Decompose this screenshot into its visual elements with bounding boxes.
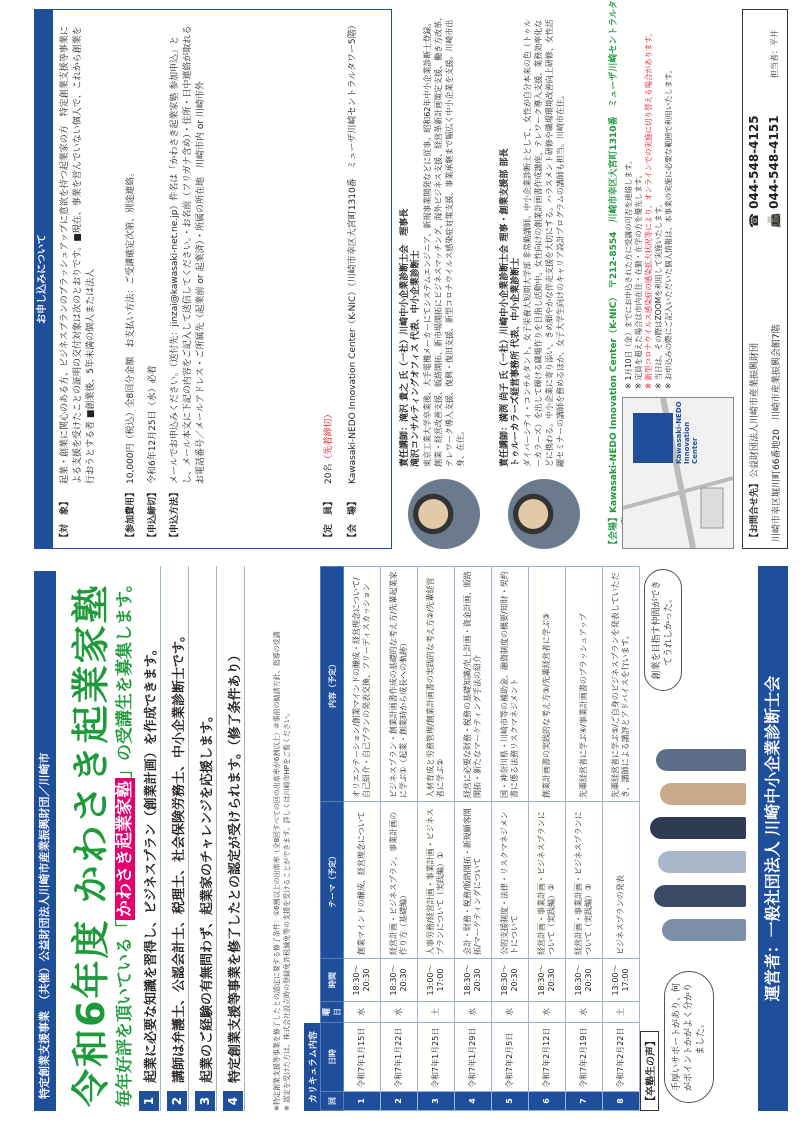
session-content: 先輩経営者に学ぶ⑤/ご自身のビジネスプランを発表していただき、講師による講評とアドバイスを行います。 <box>603 567 640 802</box>
note-line: ※特定創業支援等事業を修了したとの認定に要する修了条件：①6割以上の出席率（全8回すべての回の出席率が6割以上）②事前の勧誘方針、指導の受講 <box>273 631 281 1111</box>
session-theme: ビジネスプランの発表 <box>603 802 640 959</box>
row-key: 【申込締切】 <box>148 487 158 542</box>
session-theme: 公的支援制度・法律・リスクマネジメントについて <box>492 802 529 959</box>
graduate-voices-label: 【卒塾生の声】 <box>640 1031 659 1111</box>
row-key: 【会 場】 <box>348 496 358 542</box>
row-key: 【定 員】 <box>324 496 334 542</box>
session-number: 5 <box>492 1092 529 1111</box>
contact-fax: 📠 044-548-4151 <box>767 115 781 228</box>
session-number: 3 <box>418 1092 455 1111</box>
session-day: 水 <box>381 1002 418 1023</box>
note-line: ※ 認定を受けた方は、株式会社設立時の登録免許税減免等の支援を受けることができます。詳しくは川崎市HPをご覧ください。 <box>283 708 291 1111</box>
session-time: 18:30～20:30 <box>344 959 381 1002</box>
point-number: 2 <box>167 1091 187 1111</box>
table-row <box>566 567 603 1111</box>
session-date: 令和7年1月15日 <box>344 1023 381 1092</box>
session-time: 18:30～20:30 <box>566 959 603 1002</box>
session-content: 国・神奈川県・川崎市等の補助金、融資制度の概要/知財・契約書に係る法務リスクマネジメント <box>492 567 529 802</box>
row-value: 10,000円（税込）全8回分金額 お支払い方法：ご受講確定次第、別途連絡。 <box>126 167 136 484</box>
contact-org: 公益財団法人川崎市産業振興財団 <box>750 342 760 478</box>
left-panel <box>0 551 800 1131</box>
session-date: 令和7年1月29日 <box>455 1023 492 1092</box>
feature-point <box>138 566 161 1111</box>
session-date: 令和7年2月5日 <box>492 1023 529 1092</box>
lecturer-bio: ダイバーシティ・コンサルタント。女子栄養大短期大学部 非常勤講師。中小企業診断士として、女性が自分本来の色（トゥルーカラーズ）を出して輝ける職場作りを目指し活動中。女性向けの創業計画書作成講座、テレワーク導入支援、業務効率化などに携わる。中小企業に寄り添い、きめ細やかな伴走支援を大切にする。ハラスメント研修や職場環境改善向上研修、女性活躍セミナーの講師を務めるほか、女子大学生向けのキャリア設計プログラムの講師も担当。川崎市在住。 <box>523 19 565 467</box>
session-content: オリエンテーション/創業マインドの醸成・経営理念について/自己紹介・自己プランの発表交換、フリーディスカッション <box>344 567 381 802</box>
subtitle-highlight: かわさき起業家塾 <box>115 778 135 920</box>
session-day: 水 <box>566 1002 603 1023</box>
session-theme: 人事労務/経営計画・事業計画・ビジネスプランについて（実践編）① <box>418 802 455 959</box>
session-day: 水 <box>492 1002 529 1023</box>
row-value: Kawasaki-NEDO Innovation Center（K-NIC）（川崎市幸区大宮町1310番 ミューザ川崎セントラルタワー5階） <box>348 20 358 484</box>
speech-bubble: 手厚いサポートがあり、何がポイントかがよく分かりました。 <box>664 971 714 1103</box>
point-text: 特定創業支援等事業を修了したとの認定が受けられます。（修了条件あり） <box>227 648 243 1083</box>
feature-point <box>166 566 189 1111</box>
subtitle-pre: 毎年好評を頂いている「 <box>115 920 135 1107</box>
point-text: 講師は弁護士、公認会計士、税理士、社会保険労務士、中小企業診断士です。 <box>171 629 187 1083</box>
venue-note: ※ 新型コロナウイルス感染症の感染拡大状況等により、オンラインでの実施に切り替える場合があります。 <box>644 29 653 389</box>
application-row <box>125 24 138 542</box>
capacity-value: 20名 <box>324 463 334 484</box>
col-header: 内容（予定） <box>321 567 344 802</box>
person-figure-icon <box>656 749 746 771</box>
feature-points <box>138 566 250 1111</box>
session-date: 令和7年1月25日 <box>418 1023 455 1092</box>
application-row <box>169 24 208 542</box>
point-text: 起業のご経験の有無問わず、起業家のチャレンジを応援します。 <box>199 709 215 1083</box>
operator-footer: 運営者：一般社団法人 川崎中小企業診断士会 <box>758 566 788 1111</box>
lecturer-photo <box>408 479 480 549</box>
col-header: 曜日 <box>321 1002 344 1023</box>
application-row <box>59 24 98 542</box>
session-content: 経営に必要な財務・税務の基礎知識/売上計画・資金計画、販路開拓・新たなマーケティング手法の紹介 <box>455 567 492 802</box>
person-figure-icon <box>658 851 746 873</box>
feature-point <box>194 566 217 1111</box>
speech-bubble: 創業を目指す仲間ができてうれしかった。 <box>644 569 682 691</box>
row-value: メールでお申込みください。（送付先：jinzai@kawasaki-net.ne.jp）件名は「かわさき起業家塾 参加申込」とし、メール本文に下記の内容をご記入して送信してください。・お名前（フリガナ含め）・住所・日中連絡が取れるお電話番号／メールアドレス・ご所属先（起業前 or 起業済）・所属の所在地 川崎市内 or 川崎市外 <box>170 25 206 484</box>
session-theme: 経営計画・事業計画・ビジネスプランについて（実践編）② <box>529 802 566 959</box>
session-date: 令和7年2月19日 <box>566 1023 603 1092</box>
session-content: 人材育成と労務管理/創業計画書の実践的な考え方②/先輩経営者に学ぶ② <box>418 567 455 802</box>
table-row <box>418 567 455 1111</box>
lecturer-affiliation: 滝沢コンサルティングオフィス 代表、中小企業診断士 <box>411 250 421 467</box>
session-theme: 創業マインドの醸成、経営理念について <box>344 802 381 959</box>
session-number: 7 <box>566 1092 603 1111</box>
session-number: 1 <box>344 1092 381 1111</box>
person-figure-icon <box>654 885 746 907</box>
table-row <box>529 567 566 1111</box>
session-time: 18:30～20:30 <box>455 959 492 1002</box>
feature-point <box>222 566 245 1111</box>
point-number: 4 <box>223 1091 243 1111</box>
graduate-voices <box>638 566 753 1111</box>
col-header: 回 <box>321 1092 344 1111</box>
venue-map <box>622 397 734 549</box>
map-venue-label: Kawasaki-NEDO Innovation Center <box>675 401 699 464</box>
lecturer-photo <box>508 479 580 549</box>
col-header: テーマ（予定） <box>321 802 344 959</box>
row-value <box>323 24 336 484</box>
application-box <box>52 9 392 549</box>
session-content: 創業計画書の実践的な考え方③/先輩経営者に学ぶ③ <box>529 567 566 802</box>
session-number: 4 <box>455 1092 492 1111</box>
contact-tel: ☎ 044-548-4125 <box>747 115 761 228</box>
lecturer-text <box>500 12 566 467</box>
point-number: 3 <box>195 1091 215 1111</box>
table-row <box>492 567 529 1111</box>
col-header: 日時 <box>321 1023 344 1092</box>
contact-label: 【お問合せ先】 <box>750 478 760 542</box>
venue-notes <box>624 9 674 389</box>
person-figure-icon <box>660 783 746 805</box>
row-value: 起業・創業に関心のある方、ビジネスプランのブラッシュアップに意欲を持つ起業家の方 特定創業支援等事業による支援を受けたことの証明の交付対象は次のとおりです。■現在、事業を営んでいない個人で、これから創業を行おうとする者 ■創業後、5年未満の個人または法人 <box>60 26 96 484</box>
contact-address: 川崎市幸区堀川町66番地20 川崎市産業振興会館7階 <box>772 324 782 542</box>
table-row <box>344 567 381 1111</box>
session-time: 13:00～17:00 <box>418 959 455 1002</box>
row-key: 【申込方法】 <box>170 487 180 542</box>
person-figure-icon <box>650 817 746 839</box>
venue-note: ※ お申込みの際にご記入いただいた個人情報は、本事業の実施に必要な範囲で利用いたします。 <box>664 65 673 389</box>
point-text: 起業に必要な知識を習得し、ビジネスプラン（創業計画）を作成できます。 <box>143 642 159 1083</box>
row-value: 令和6年12月25日（水）必着 <box>148 365 158 484</box>
session-day: 水 <box>344 1002 381 1023</box>
session-day: 水 <box>529 1002 566 1023</box>
session-date: 令和7年1月22日 <box>381 1023 418 1092</box>
session-theme: 経営計画・事業計画・ビジネスプランについて（実践編）③ <box>566 802 603 959</box>
curriculum-heading: カリキュラム内容 <box>304 1023 321 1111</box>
session-number: 8 <box>603 1092 640 1111</box>
venue-note: ※ 1月10日（金）までにお申込された方に受講の可否を連絡します。 <box>624 156 633 389</box>
application-row <box>323 24 336 542</box>
subtitle-post: 」の受講生を募集します。 <box>115 575 135 778</box>
table-header-row <box>321 567 344 1111</box>
lecturer-name: 責任講師：満渕 尚子 氏（一社）川崎中小企業診断士会 理事・創業支援部 部長 <box>500 148 510 467</box>
curriculum-table <box>320 566 640 1111</box>
table-row <box>455 567 492 1111</box>
session-number: 6 <box>529 1092 566 1111</box>
lecturer-bio: 東京工業大学卒業後、大手電機メーカーにてシステムエンジニア、新規事業開発などに従事。昭和62年中小企業診断士登録。創業・経営改善支援、販路開拓、新市場開拓にビジネスマッチング、海外ビジネス支援、経営革新計画策定支援、働き方改革、テレワーク導入支援、復興・復旧支援、新型コロナウイルス感染症対策支援、事業承継まで幅広く中小企業を支援。川崎市出身、在住。 <box>423 12 465 467</box>
row-key: 【参加費用】 <box>126 487 136 542</box>
people-illustration <box>646 721 746 941</box>
application-heading: お申し込みについて <box>34 9 52 549</box>
application-row <box>147 24 160 542</box>
session-content: ビジネスプラン・創業計画書作成の基礎的な考え方/先輩起業家に学ぶ①（起業・創業時から成長への軌跡） <box>381 567 418 802</box>
session-date: 令和7年2月22日 <box>603 1023 640 1092</box>
table-row <box>603 567 640 1111</box>
session-theme: 経営計画・ビジネスプラン、事業計画の作り方（基礎編） <box>381 802 418 959</box>
session-content: 先輩経営者に学ぶ④/事業計画書のブラッシュアップ <box>566 567 603 802</box>
session-theme: 会計・財務・税務/販路開拓・新規顧客開拓/マーケティングについて <box>455 802 492 959</box>
session-time: 18:30～20:30 <box>381 959 418 1002</box>
lecturer-affiliation: トゥルーカラーズ経営事務所 代表、中小企業診断士 <box>511 257 521 467</box>
capacity-note: （先着締切） <box>324 409 334 464</box>
lecturer-name: 責任講師：滝沢 貴之 氏（一社）川崎中小企業診断士会 理事長 <box>400 208 410 467</box>
session-day: 土 <box>418 1002 455 1023</box>
session-time: 18:30～20:30 <box>529 959 566 1002</box>
organizer-bar: 特定創業支援事業 （共催）公益財団法人川崎市産業振興財団／川崎市 <box>34 571 56 1111</box>
contact-box <box>742 9 788 549</box>
venue-label: 【会場】Kawasaki-NEDO Innovation Center（K-NIC） 〒212-8554 川崎市幸区大宮町1310番 ミューザ川崎セントラルタ <box>609 0 619 549</box>
subtitle <box>110 575 135 1107</box>
session-number: 2 <box>381 1092 418 1111</box>
table-row <box>381 567 418 1111</box>
session-date: 令和7年2月12日 <box>529 1023 566 1092</box>
certification-notes <box>272 571 292 1111</box>
venue-note: ※ 当日は、その際はZOOMを利用して実施いたします。 <box>654 200 663 389</box>
venue-note: ※ 定員を超えた場合は市内在住・在勤・在学の方を優先します。 <box>634 170 643 389</box>
col-header: 時間 <box>321 959 344 1002</box>
row-key: 【対 象】 <box>60 496 70 542</box>
page-title: 令和6年度 かわさき起業家塾 <box>69 583 113 1107</box>
right-panel <box>0 0 800 549</box>
person-figure-icon <box>662 919 746 941</box>
session-day: 土 <box>603 1002 640 1023</box>
point-number: 1 <box>139 1091 159 1111</box>
application-row <box>347 20 360 542</box>
contact-person: 担当者：平井 <box>770 30 779 78</box>
session-day: 水 <box>455 1002 492 1023</box>
session-time: 13:00～17:00 <box>603 959 640 1002</box>
session-time: 18:30～20:30 <box>492 959 529 1002</box>
lecturer-text <box>400 12 466 467</box>
